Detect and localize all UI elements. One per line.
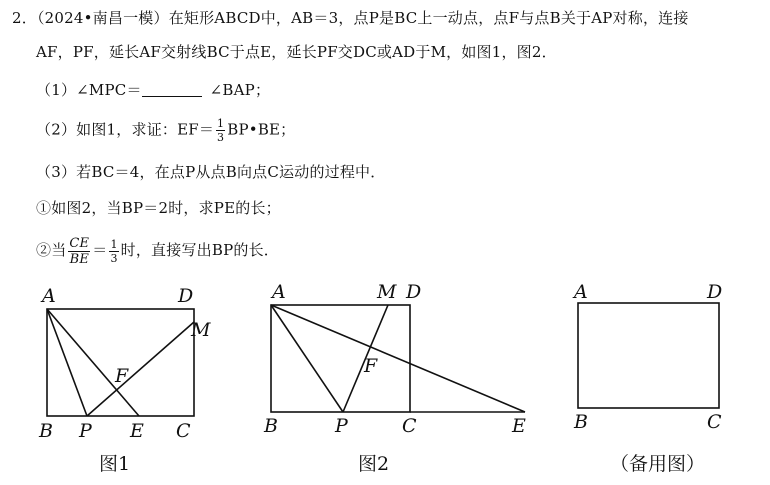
problem-stem-1: 在矩形ABCD中，AB＝3，点P是BC上一动点，点F与点B关于AP对称，连接 — [168, 9, 689, 27]
fig1-label-M: M — [191, 319, 211, 341]
problem-source: （2024•南昌一模） — [36, 9, 169, 27]
q2-frac-num: 1 — [217, 117, 225, 130]
q3-2-frac-num: CE — [69, 235, 90, 251]
fig3-label-A: A — [574, 281, 588, 303]
q3-text: （3）若BC＝4，在点P从点B向点C运动的过程中． — [36, 163, 386, 181]
fig2-label-M: M — [377, 281, 397, 303]
problem-number: 2． — [12, 9, 37, 27]
fig2-label-B: B — [264, 415, 278, 437]
fig2-label-C: C — [402, 415, 417, 437]
figure-1-segment-PM — [87, 322, 194, 416]
figure-1-diagram — [47, 309, 194, 416]
q3-1-text: ①如图2，当BP＝2时，求PE的长； — [36, 199, 281, 217]
fig2-label-E: E — [512, 415, 526, 437]
figure-2-rectangle — [271, 305, 410, 412]
q3-2-frac2-num: 1 — [110, 237, 118, 251]
figure-1-rectangle — [47, 309, 194, 416]
fig1-caption: 图1 — [99, 453, 131, 475]
fig1-label-D: D — [178, 285, 194, 307]
q2-frac-den: 3 — [217, 131, 225, 144]
q2-prefix: （2）如图1，求证：EF＝ — [36, 120, 215, 139]
figure-2-segment-AP — [271, 305, 343, 412]
fig3-caption: （备用图） — [610, 453, 706, 475]
figure-2-segment-AE — [271, 305, 525, 412]
figure-1-segment-AE — [47, 309, 139, 416]
fig2-label-P: P — [335, 415, 348, 437]
fig1-label-F: F — [115, 365, 129, 387]
fig2-label-F: F — [364, 355, 378, 377]
q3-2-frac-den: BE — [69, 251, 90, 267]
q1-prefix: （1）∠MPC＝ — [36, 81, 142, 99]
fig3-label-D: D — [707, 281, 723, 303]
q3-2-suffix: 时，直接写出BP的长． — [120, 241, 279, 259]
figure-2-diagram — [271, 305, 525, 412]
fig3-label-B: B — [574, 411, 588, 433]
q3-2-eq: ＝ — [92, 241, 108, 259]
q3-2-frac2-den: 3 — [110, 251, 118, 265]
fig1-label-E: E — [130, 420, 144, 442]
fig2-label-A: A — [272, 281, 286, 303]
figure-1-segment-AP — [47, 309, 87, 416]
fig1-label-A: A — [42, 285, 56, 307]
q1-suffix: ∠BAP； — [209, 81, 271, 99]
fig3-label-C: C — [707, 411, 722, 433]
q2-suffix: BP•BE； — [227, 120, 296, 139]
figure-spare-rectangle — [578, 303, 719, 408]
fig1-label-C: C — [176, 420, 191, 442]
problem-stem-2: AF，PF，延长AF交射线BC于点E，延长PF交DC或AD于M，如图1，图2． — [36, 43, 557, 61]
q3-2-prefix: ②当 — [36, 241, 67, 259]
fig1-label-B: B — [39, 420, 53, 442]
fig2-label-D: D — [406, 281, 422, 303]
fig2-caption: 图2 — [358, 453, 390, 475]
fig1-label-P: P — [79, 420, 92, 442]
figure-spare-diagram — [578, 303, 719, 408]
